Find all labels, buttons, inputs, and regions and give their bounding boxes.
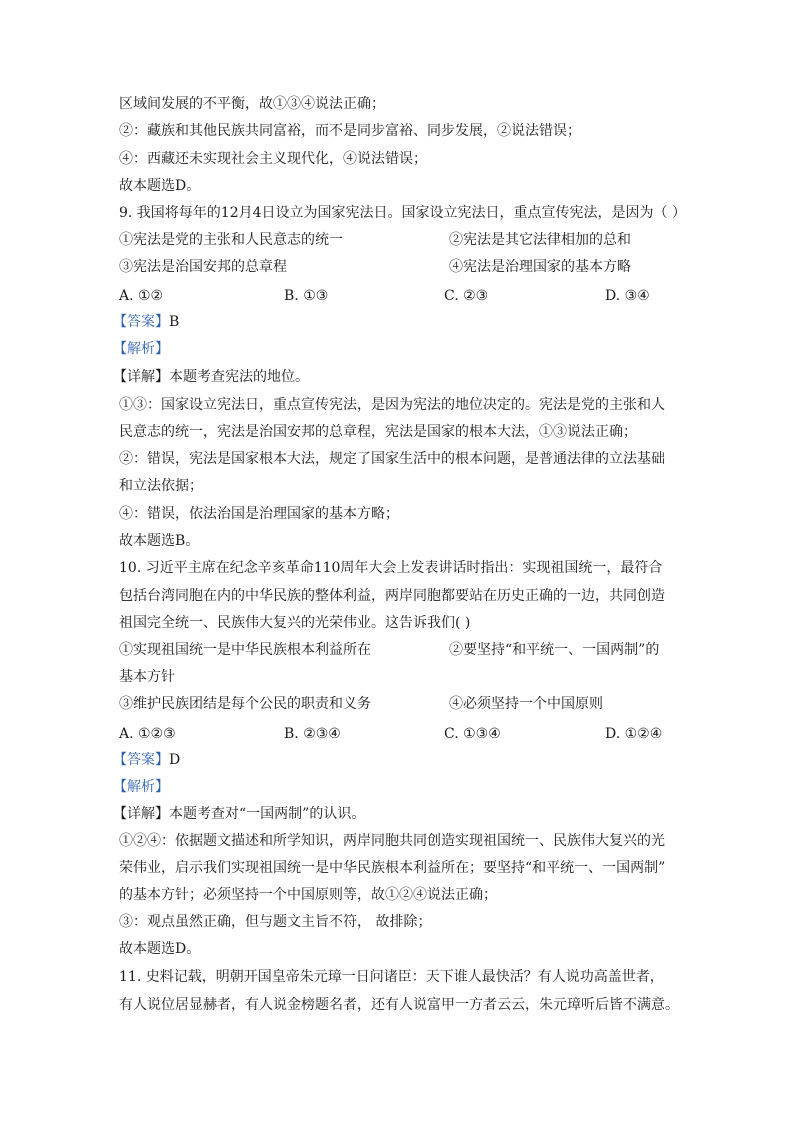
detail-tag: 【详解】 xyxy=(113,806,169,822)
answer-tag: 【答案】 xyxy=(113,752,169,768)
q9-analysis-tag: 【解析】 xyxy=(113,341,169,357)
detail-tag: 【详解】 xyxy=(113,369,169,385)
q9-statement-1: ①宪法是党的主张和人民意志的统一 xyxy=(119,232,343,248)
q9-statement-3: ③宪法是治国安邦的总章程 xyxy=(119,259,287,275)
q10-conclusion: 故本题选D。 xyxy=(119,941,201,957)
q9-detail xyxy=(113,368,309,386)
q9-option-d: D. ③④ xyxy=(605,288,650,304)
q10-option-c: C. ①③④ xyxy=(444,726,501,742)
q10-option-d: D. ①②④ xyxy=(605,726,663,742)
prev-conclusion: 故本题选D。 xyxy=(119,178,201,194)
q10-statement-2: ②要坚持“和平统一、一国两制”的 xyxy=(449,642,660,658)
q9-conclusion: 故本题选B。 xyxy=(119,533,200,549)
q9-analysis-line: 民意志的统一，宪法是治国安邦的总章程，宪法是国家的根本大法，①③说法正确； xyxy=(119,424,637,440)
q9-analysis-line: 和立法依据； xyxy=(119,478,203,494)
q10-detail xyxy=(113,805,365,823)
prev-analysis-line: 区域间发展的不平衡，故①③④说法正确； xyxy=(119,96,385,112)
q10-option-a: A. ①②③ xyxy=(119,726,176,742)
q9-answer xyxy=(113,313,179,331)
q9-option-a: A. ①② xyxy=(119,288,164,304)
q10-statement-4: ④必须坚持一个中国原则 xyxy=(449,696,603,712)
q10-stem: 祖国完全统一、民族伟大复兴的光荣伟业。这告诉我们( ) xyxy=(119,615,471,631)
q10-option-b: B. ②③④ xyxy=(284,726,341,742)
q10-statement-3: ③维护民族团结是每个公民的职责和义务 xyxy=(119,696,371,712)
q9-statement-2: ②宪法是其它法律相加的总和 xyxy=(449,232,631,248)
q9-analysis-line: ④：错误，依法治国是治理国家的基本方略； xyxy=(119,506,399,522)
q10-analysis-line: ①②④：依据题文描述和所学知识，两岸同胞共同创造实现祖国统一、民族伟大复兴的光 xyxy=(119,833,665,849)
q11-stem: 11. 史料记载，明朝开国皇帝朱元璋一日问诸臣：天下谁人最快活？有人说功高盖世者， xyxy=(119,969,664,985)
q10-stem: 10. 习近平主席在纪念辛亥革命110周年大会上发表讲话时指出：实现祖国统一，最符合 xyxy=(119,560,663,576)
prev-analysis-line: ④：西藏还未实现社会主义现代化，④说法错误； xyxy=(119,151,427,167)
prev-analysis-line: ②：藏族和其他民族共同富裕，而不是同步富裕、同步发展，②说法错误； xyxy=(119,123,581,139)
answer-tag: 【答案】 xyxy=(113,314,169,330)
q9-statement-4: ④宪法是治理国家的基本方略 xyxy=(449,259,631,275)
detail-text: 本题考查对“一国两制”的认识。 xyxy=(169,806,366,822)
q10-answer xyxy=(113,751,180,769)
detail-text: 本题考查宪法的地位。 xyxy=(169,369,309,385)
q9-analysis-line: ②：错误，宪法是国家根本大法，规定了国家生活中的根本问题，是普通法律的立法基础 xyxy=(119,451,665,467)
q10-statement-1: ①实现祖国统一是中华民族根本利益所在 xyxy=(119,642,371,658)
q10-stem: 包括台湾同胞在内的中华民族的整体利益，两岸同胞都要站在历史正确的一边，共同创造 xyxy=(119,588,665,604)
q10-statement-2-cont: 基本方针 xyxy=(119,669,175,685)
q10-analysis-line: ③：观点虽然正确，但与题文主旨不符， 故排除； xyxy=(119,914,432,930)
q9-option-c: C. ②③ xyxy=(444,288,489,304)
q11-stem: 有人说位居显赫者，有人说金榜题名者，还有人说富甲一方者云云，朱元璋听后皆不满意。 xyxy=(119,997,679,1013)
q10-analysis-line: 荣伟业，启示我们实现祖国统一是中华民族根本利益所在；要坚持“和平统一、一国两制” xyxy=(119,860,666,876)
answer-value: D xyxy=(169,752,181,768)
q9-stem: 9. 我国将每年的12月4日设立为国家宪法日。国家设立宪法日，重点宣传宪法，是因为（ ） xyxy=(119,205,686,221)
q10-analysis-tag: 【解析】 xyxy=(113,779,169,795)
q9-option-b: B. ①③ xyxy=(284,288,329,304)
q10-analysis-line: 的基本方针；必须坚持一个中国原则等，故①②④说法正确； xyxy=(119,887,497,903)
q9-analysis-line: ①③：国家设立宪法日，重点宣传宪法，是因为宪法的地位决定的。宪法是党的主张和人 xyxy=(119,397,665,413)
answer-value: B xyxy=(169,314,180,330)
